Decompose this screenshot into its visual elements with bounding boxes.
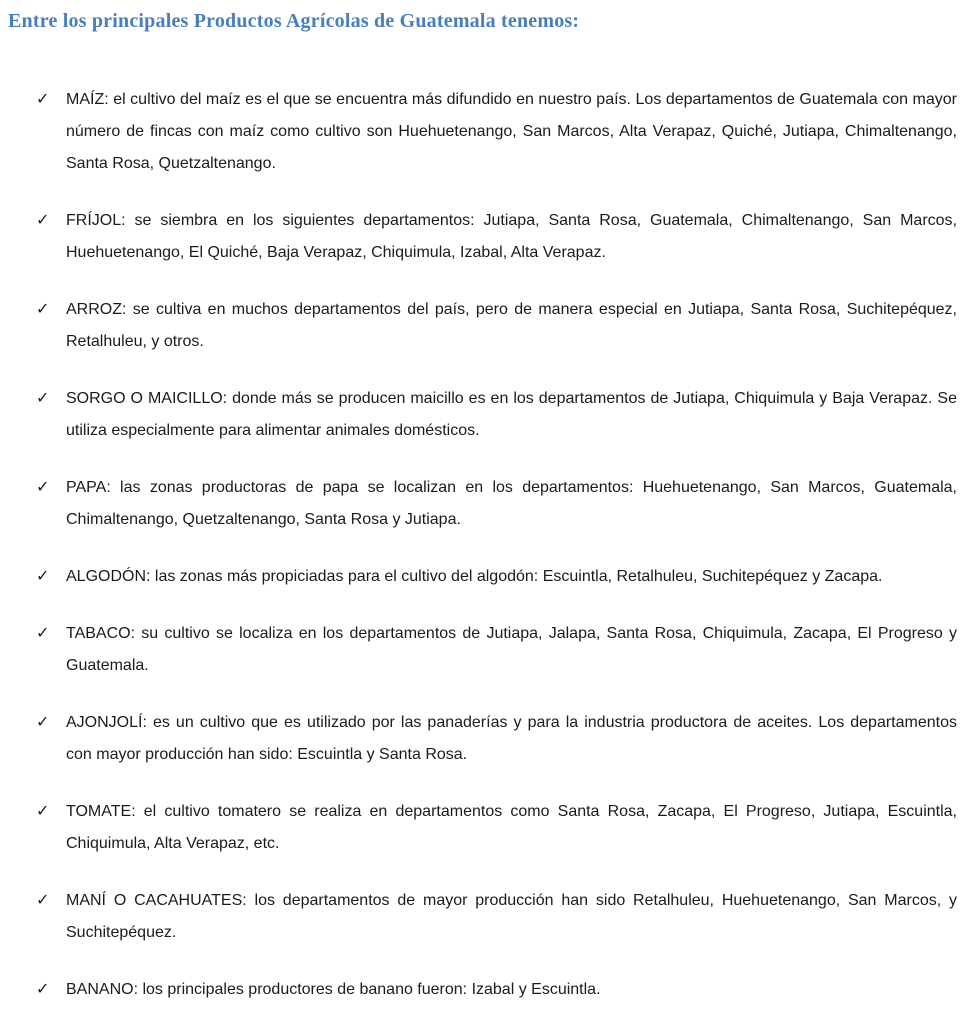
list-item: [36, 885, 957, 949]
page-title: Entre los principales Productos Agrícolas de Guatemala tenemos:: [8, 10, 580, 32]
list-item-text: BANANO: los principales productores de banano fueron: Izabal y Escuintla.: [66, 981, 601, 998]
list-item: [36, 205, 957, 269]
checkmark-icon: ✓: [36, 625, 50, 642]
checkmark-icon: ✓: [36, 803, 50, 820]
list-item: [36, 974, 957, 1006]
list-item: [36, 796, 957, 860]
list-item-text: MAÍZ: el cultivo del maíz es el que se encuentra más difundido en nuestro país. Los departamentos de Guatemala con mayor número de fincas con maíz como cultivo son Huehuetenango, San Marcos, Alta Verapaz, Quiché, Jutiapa, Chimaltenango, Santa Rosa, Quetzaltenango.: [66, 91, 957, 172]
list-item: [36, 383, 957, 447]
checkmark-icon: ✓: [36, 390, 50, 407]
list-item-text: SORGO O MAICILLO: donde más se producen maicillo es en los departamentos de Jutiapa, Chiquimula y Baja Verapaz. Se utiliza especialmente para alimentar animales domésticos.: [66, 390, 957, 439]
checkmark-icon: ✓: [36, 479, 50, 496]
list-item: [36, 561, 957, 593]
list-item-text: ARROZ: se cultiva en muchos departamentos del país, pero de manera especial en Jutiapa, Santa Rosa, Suchitepéquez, Retalhuleu, y otros.: [66, 301, 957, 350]
list-item: [36, 618, 957, 682]
checkmark-icon: ✓: [36, 212, 50, 229]
list-item-text: PAPA: las zonas productoras de papa se localizan en los departamentos: Huehuetenango, San Marcos, Guatemala, Chimaltenango, Quetzaltenango, Santa Rosa y Jutiapa.: [66, 479, 957, 528]
list-item: [36, 294, 957, 358]
list-item-text: AJONJOLÍ: es un cultivo que es utilizado por las panaderías y para la industria productora de aceites. Los departamentos con mayor producción han sido: Escuintla y Santa Rosa.: [66, 714, 957, 763]
list-item-text: TOMATE: el cultivo tomatero se realiza en departamentos como Santa Rosa, Zacapa, El Progreso, Jutiapa, Escuintla, Chiquimula, Alta Verapaz, etc.: [66, 803, 957, 852]
checkmark-icon: ✓: [36, 892, 50, 909]
list-item-text: TABACO: su cultivo se localiza en los departamentos de Jutiapa, Jalapa, Santa Rosa, Chiquimula, Zacapa, El Progreso y Guatemala.: [66, 625, 957, 674]
product-list: [8, 84, 957, 1006]
checkmark-icon: ✓: [36, 568, 50, 585]
list-item-text: ALGODÓN: las zonas más propiciadas para el cultivo del algodón: Escuintla, Retalhuleu, Suchitepéquez y Zacapa.: [66, 568, 883, 585]
list-item: [36, 84, 957, 180]
list-item-text: FRÍJOL: se siembra en los siguientes departamentos: Jutiapa, Santa Rosa, Guatemala, Chimaltenango, San Marcos, Huehuetenango, El Quiché, Baja Verapaz, Chiquimula, Izabal, Alta Verapaz.: [66, 212, 957, 261]
checkmark-icon: ✓: [36, 714, 50, 731]
checkmark-icon: ✓: [36, 301, 50, 318]
list-item: [36, 472, 957, 536]
list-item: [36, 707, 957, 771]
checkmark-icon: ✓: [36, 981, 50, 998]
list-item-text: MANÍ O CACAHUATES: los departamentos de mayor producción han sido Retalhuleu, Huehuetenango, San Marcos, y Suchitepéquez.: [66, 892, 957, 941]
checkmark-icon: ✓: [36, 91, 50, 108]
